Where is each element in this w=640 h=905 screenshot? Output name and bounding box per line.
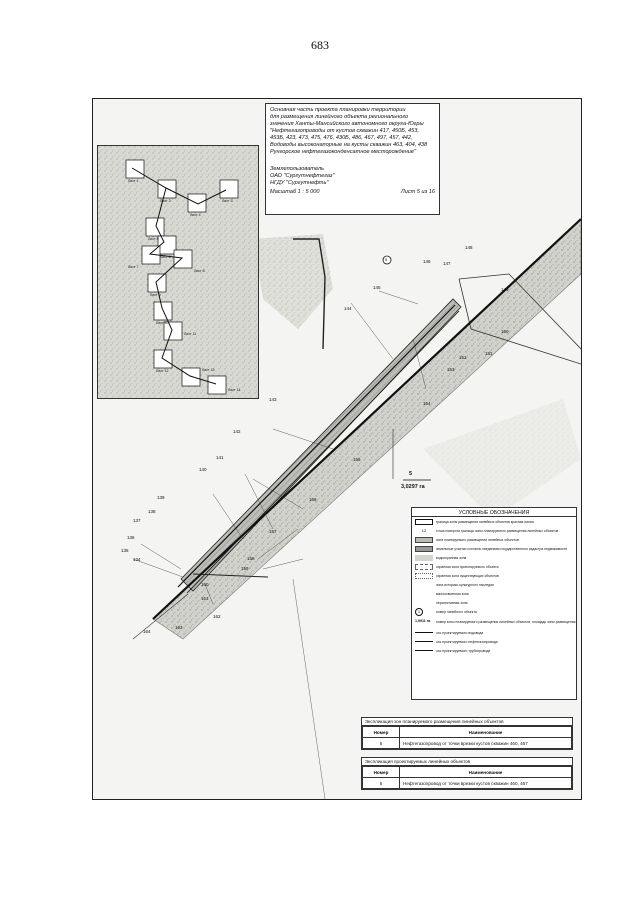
turning-point-label: 143 (269, 397, 277, 402)
title-line: для размещения линейного объекта регионального (270, 114, 409, 120)
title-line: "Нефтегазопроводы от кустов скважин 417, 450Б, 453, (270, 128, 419, 134)
legend-symbol-object-number: 1 (415, 608, 423, 616)
turning-point-label: 145 (373, 285, 381, 290)
inset-sheet-frame (146, 218, 164, 236)
legend-symbol-heritage (415, 582, 433, 588)
inset-sheet-label: Лист 5 (148, 237, 159, 241)
inset-sheet-label: Лист 1 (128, 179, 139, 183)
inset-sheet-label: Лист 2 (160, 199, 171, 203)
legend-item: 1 номер линейного объекта (412, 607, 576, 616)
turning-point-label: 142 (233, 429, 241, 434)
turning-point-label: 135 (121, 548, 129, 553)
land-user-line: НГДУ "Сургутнефть" (270, 180, 329, 186)
explication-zones-table (361, 717, 573, 750)
inset-sheet-frame (182, 368, 200, 386)
inset-canvas (98, 146, 258, 398)
inset-sheet-label: Лист 4 (190, 213, 201, 217)
page-number: 683 (311, 38, 329, 52)
legend-symbol-pipeline (415, 650, 433, 651)
turning-point-label: 152 (459, 355, 467, 360)
inset-sheet-label: Лист 13 (202, 368, 215, 372)
scale-bar-value: 3,0297 га (401, 484, 425, 490)
turning-point-label: 162 (213, 614, 221, 619)
legend-item: граница зоны размещения линейных объектов красная линия (412, 517, 576, 526)
legend-symbol-protected-existing (415, 573, 433, 579)
legend-symbol-protected-design (415, 564, 433, 570)
legend-item: охранная зона существующих объектов (412, 571, 576, 580)
legend-item: 1,9911 га номер зоны планируемого размещения линейных объектов, площадь зоны размещения (415, 619, 576, 624)
turning-point-label: 153 (447, 367, 455, 372)
explication-zones-title: Экспликация зон планируемого размещения линейных объектов (362, 718, 572, 726)
legend-symbol-undeveloped (415, 591, 433, 597)
column-header: Номер (363, 727, 400, 738)
turning-point-label: 151 (485, 351, 493, 356)
title-line: Водоводы высоконапорные на кусты скважин 463, 404, 438 (270, 142, 428, 148)
map-sheet (92, 98, 582, 800)
sheet-number: Лист 5 из 16 (400, 189, 435, 195)
leader-line (379, 291, 418, 304)
inset-sheet-label: Лист 9 (150, 293, 161, 297)
turning-point-label: 163 (175, 625, 183, 630)
turning-point-label: 156 (309, 497, 317, 502)
column-header: Номер (363, 767, 400, 778)
inset-sheet-frame (220, 180, 238, 198)
turning-point-label: 161 (201, 596, 209, 601)
turning-point-label: 137 (133, 518, 141, 523)
legend-item: ось проектируемого водовода (412, 628, 576, 637)
legend-item: ось проектируемого нефтегазопровода (412, 637, 576, 646)
legend-item: охранная зона проектируемого объекта (412, 562, 576, 571)
inset-sheet-label: Лист 11 (184, 332, 197, 336)
turning-point-label: 164 (143, 629, 151, 634)
boundary-line (293, 579, 325, 799)
column-header: Наименование (400, 767, 572, 778)
title-block (265, 103, 440, 215)
land-user-line: ОАО "Сургутнефтегаз" (270, 173, 335, 179)
inset-sheet-label: Лист 12 (156, 369, 169, 373)
title-line: значения Ханты-Мансийского автономного округа-Югры (270, 121, 424, 127)
turning-point-label: 138 (148, 509, 156, 514)
leader-line (141, 544, 181, 569)
legend-item: зона историко-культурного наследия (412, 580, 576, 589)
legend-symbol-water-pipe (415, 632, 433, 633)
turning-point-label: 141 (216, 455, 224, 460)
terrain-patch (423, 399, 581, 519)
legend-item: водоохранная зона (412, 553, 576, 562)
turning-point-label: 150 (501, 329, 509, 334)
legend-item: земельные участки согласно сведениям государственного кадастра недвижимости (412, 544, 576, 553)
explication-objects-title: Экспликация проектируемых линейных объектов (362, 758, 572, 766)
legend-symbol-planned-zone (415, 537, 433, 543)
inset-sheet-label: Лист 14 (228, 388, 241, 392)
scale-bar-top: 5 (409, 471, 413, 477)
turning-point-label: 139 (157, 495, 165, 500)
inset-sheet-frame (208, 376, 226, 394)
legend-symbol-water-zone (415, 555, 433, 561)
title-line: Основная часть проекта планировки территории (270, 107, 406, 113)
inset-sheet-frame (148, 274, 166, 292)
turning-point-label: 144 (344, 306, 352, 311)
legend-item: малоосвоенная зона (412, 589, 576, 598)
leader-line (351, 303, 393, 359)
turning-point-label: 160 (201, 582, 209, 587)
inset-sheet-label: Лист 6 (160, 255, 171, 259)
turning-point-label: 155 (353, 457, 361, 462)
legend-item: ось проектируемого трубопровода (412, 646, 576, 655)
turning-point-label: 147 (443, 261, 451, 266)
turning-point-label: 146 (423, 259, 431, 264)
legend-symbol-prospective (415, 600, 433, 606)
table-row: 5 Нефтегазопровод от точки врезки кустов скважин 460, 467 (363, 738, 572, 749)
inset-sheet-label: Лист 10 (156, 321, 169, 325)
legend-item: зона планируемого размещения линейных объектов (412, 535, 576, 544)
explication-objects-table (361, 757, 573, 790)
legend-symbol-oil-pipe (415, 641, 433, 642)
inset-sheet-label: Лист 8 (194, 269, 205, 273)
object-number-label: 5 (385, 257, 388, 262)
map-scale: Масштаб 1 : 5 000 (270, 189, 320, 195)
turning-point-label: 158 (247, 556, 255, 561)
legend-symbol-zone-border (415, 519, 433, 525)
column-header: Наименование (400, 727, 572, 738)
legend-symbol-turning-point: 12 (421, 527, 427, 533)
inset-sheet-frame (174, 250, 192, 268)
legend-item: 12 точка поворота границы зоны планируемого размещения линейных объектов (412, 526, 576, 535)
title-line: Рунгорское нефтегазоконденсатное месторождение" (270, 149, 416, 155)
map-legend (411, 507, 577, 700)
turning-point-label: 134 (133, 557, 141, 562)
turning-point-label: 148 (465, 245, 473, 250)
turning-point-label: 157 (269, 529, 277, 534)
inset-sheet-label: Лист 3 (222, 199, 233, 203)
turning-point-label: 140 (199, 467, 207, 472)
inset-sheet-frame (126, 160, 144, 178)
turning-point-label: 136 (127, 535, 135, 540)
key-inset-map (97, 145, 259, 399)
legend-title: УСЛОВНЫЕ ОБОЗНАЧЕНИЯ (412, 508, 576, 517)
turning-point-label: 159 (241, 566, 249, 571)
land-user-label: Землепользователь (270, 166, 324, 172)
turning-point-label: 149 (501, 287, 509, 292)
legend-symbol-cadastral (415, 546, 433, 552)
legend-symbol-zone-area: 1,9911 га (415, 619, 431, 623)
turning-point-label: 154 (423, 401, 431, 406)
table-row: 5 Нефтегазопровод от точки врезки кустов скважин 460, 467 (363, 778, 572, 789)
title-line: 453Б, 423, 473, 475, 476, 430Б, 486, 467, 497, 457, 442, (270, 135, 413, 141)
legend-item: перспективная зона (412, 598, 576, 607)
inset-sheet-label: Лист 7 (128, 265, 139, 269)
